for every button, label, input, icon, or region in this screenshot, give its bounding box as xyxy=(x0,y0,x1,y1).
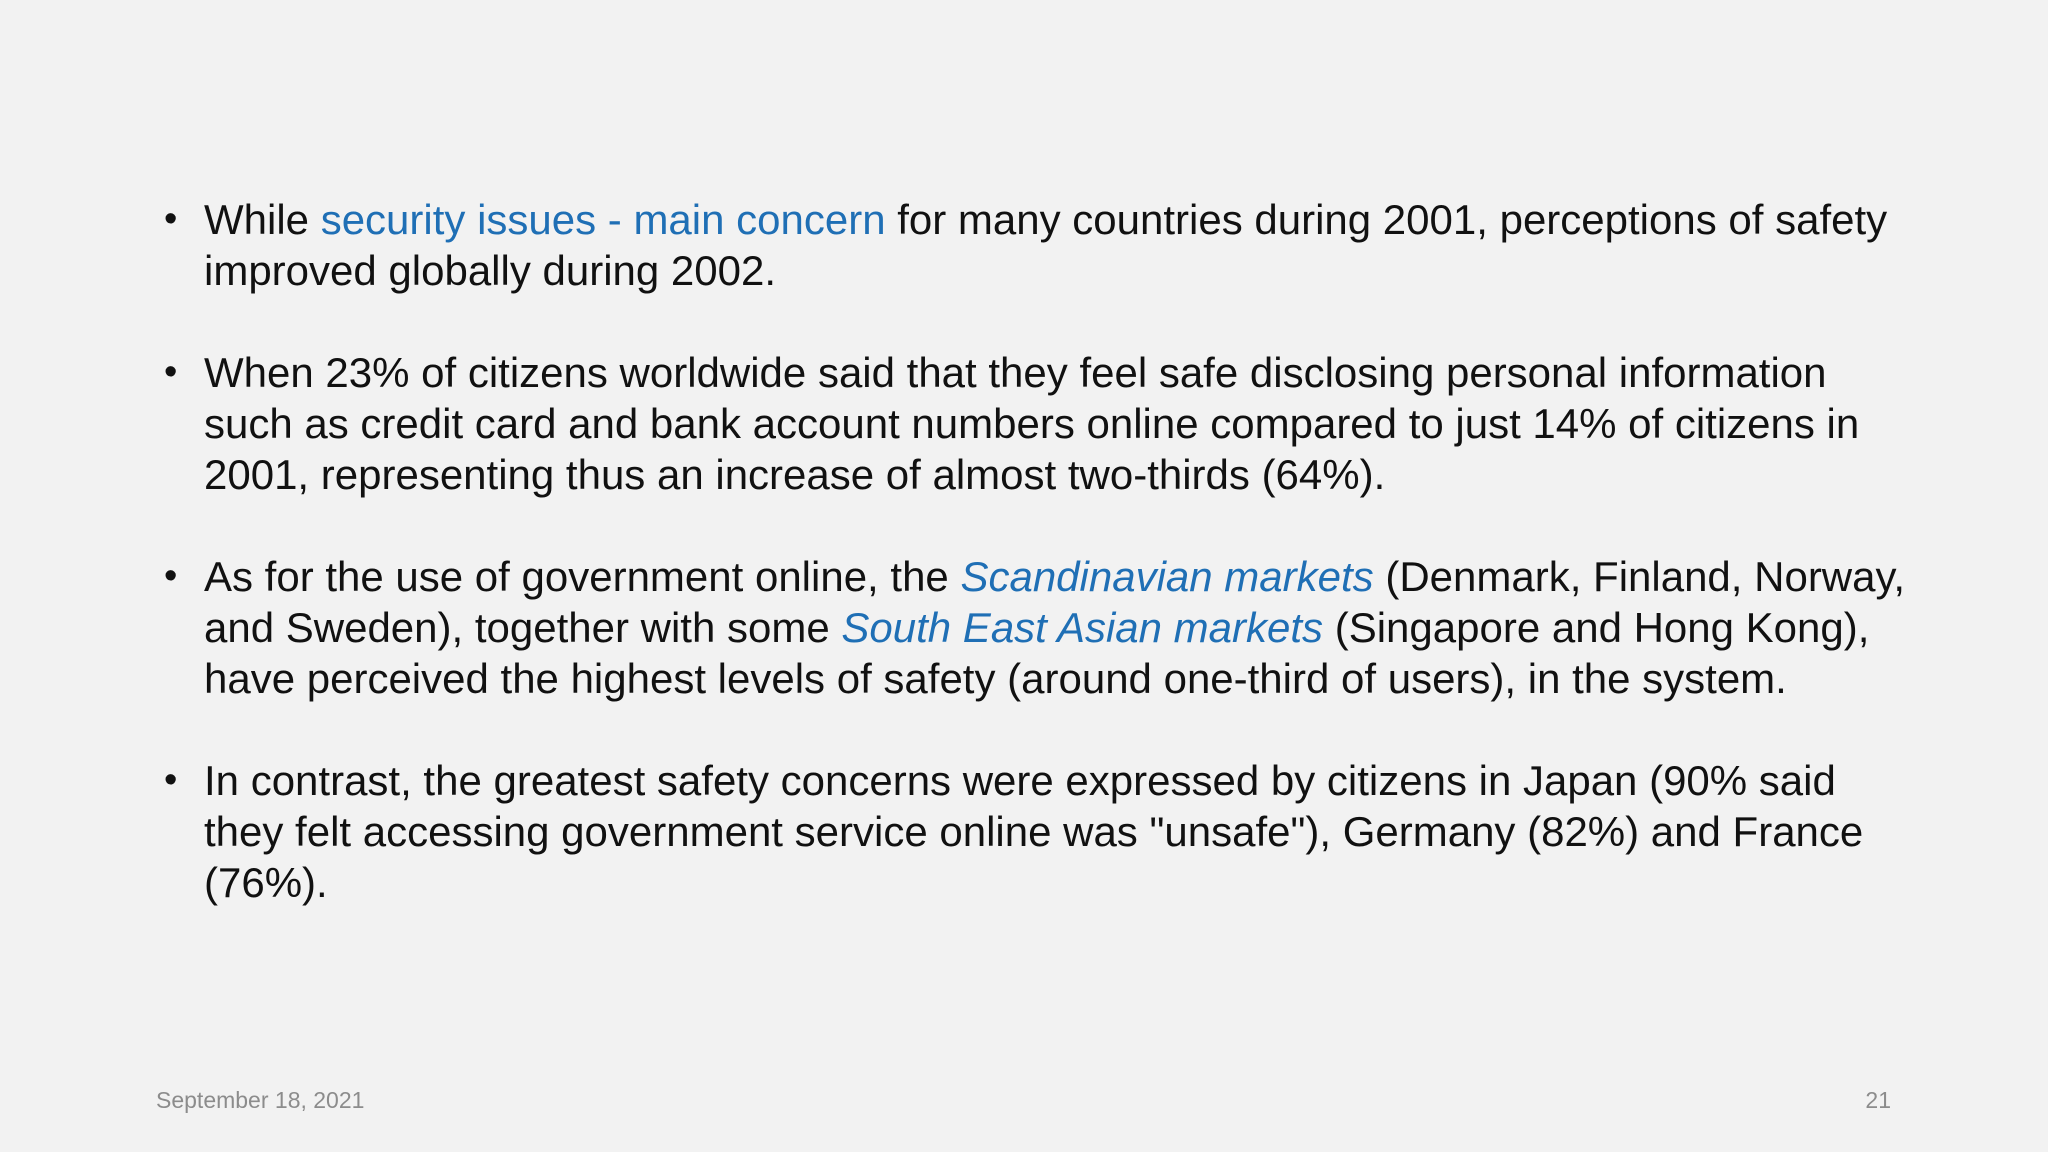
bullet-marker: • xyxy=(164,759,178,801)
bullet-text xyxy=(204,553,1905,702)
highlight-text: Scandinavian markets xyxy=(960,553,1374,600)
bullet-text xyxy=(204,196,1887,294)
highlight-text: security issues - main concern xyxy=(320,196,886,243)
bullet-item-2 xyxy=(158,347,1918,500)
bullet-item-3 xyxy=(158,551,1918,704)
bullet-text: In contrast, the greatest safety concerns were expressed by citizens in Japan (90% said they felt accessing government service online was "unsafe"), Germany (82%) and France (76%). xyxy=(204,757,1864,906)
bullet-item-4 xyxy=(158,755,1918,908)
bullet-marker: • xyxy=(164,555,178,597)
bullet-item-1 xyxy=(158,194,1918,296)
bullet-list xyxy=(158,194,1918,959)
bullet-text: When 23% of citizens worldwide said that they feel safe disclosing personal information such as credit card and bank account numbers online compared to just 14% of citizens in 2001, representing thus an increase of almost two-thirds (64%). xyxy=(204,349,1860,498)
text-segment: (Singapore and Hong Kong), have perceived the highest levels of safety (around one-third of users), in the system. xyxy=(204,604,1870,702)
text-segment: (Denmark, Finland, Norway, and Sweden), together with some xyxy=(204,553,1906,651)
highlight-text: South East Asian markets xyxy=(841,604,1324,651)
bullet-marker: • xyxy=(164,198,178,240)
text-segment: While xyxy=(204,196,321,243)
text-segment: As for the use of government online, the xyxy=(204,553,961,600)
footer-date: September 18, 2021 xyxy=(156,1087,365,1113)
bullet-marker: • xyxy=(164,351,178,393)
page-number: 21 xyxy=(1865,1087,1891,1113)
text-segment: for many countries during 2001, perceptions of safety improved globally during 2002. xyxy=(204,196,1888,294)
